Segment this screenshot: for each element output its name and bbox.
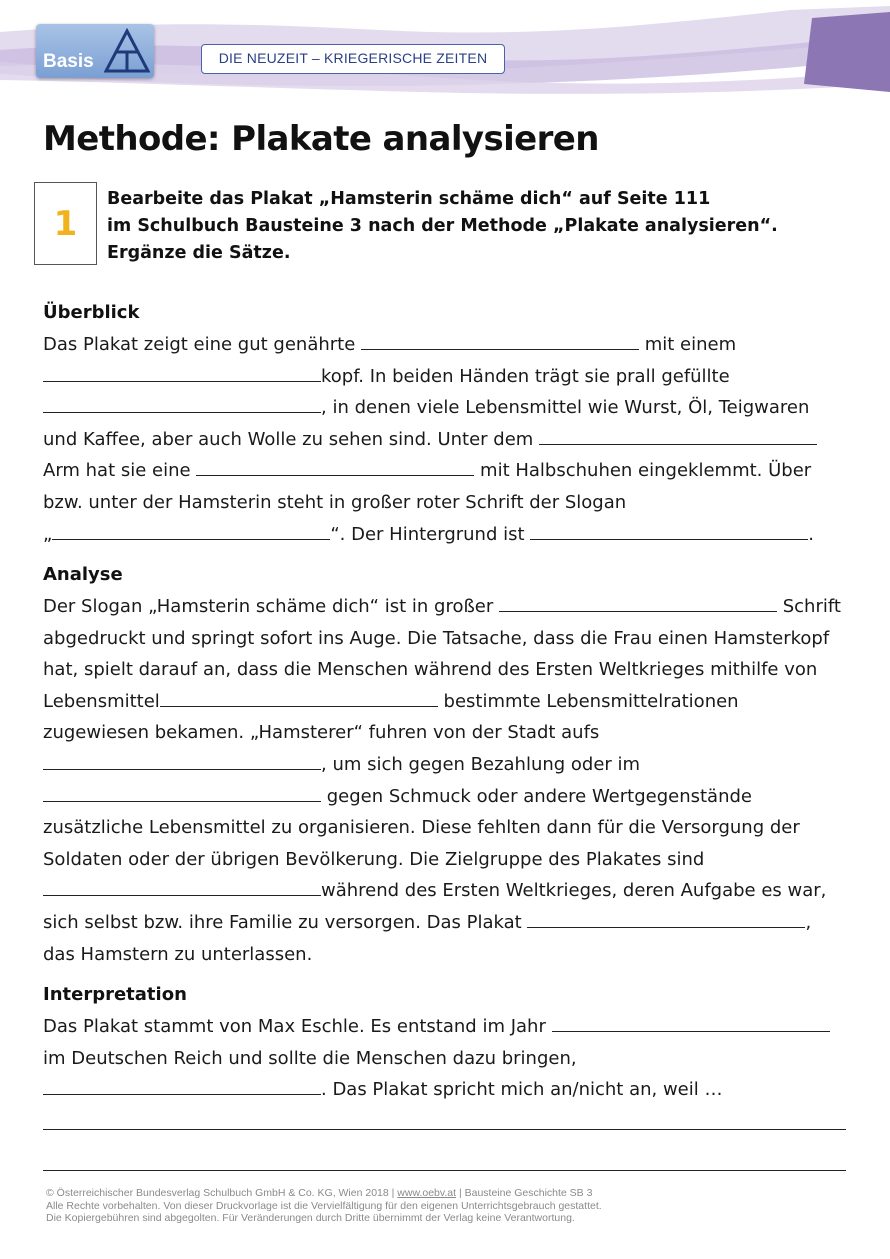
answer-line[interactable] <box>43 1170 846 1171</box>
footer-text: | Bausteine Geschichte SB 3 <box>456 1187 593 1199</box>
blank-field[interactable] <box>539 430 817 445</box>
blank-field[interactable] <box>52 525 330 540</box>
text: kopf. In beiden Händen trägt sie prall gefüllte <box>321 365 730 387</box>
text: Das Plakat zeigt eine gut genährte <box>43 334 362 355</box>
blank-field[interactable] <box>196 461 474 476</box>
section-heading: Überblick <box>43 302 140 323</box>
blank-field[interactable] <box>361 335 639 350</box>
text: , um sich gegen Bezahlung oder im <box>321 753 641 775</box>
text: mit einem <box>639 334 737 355</box>
footer-copyright <box>46 1187 602 1225</box>
text: , <box>805 911 812 933</box>
section-text <box>43 329 853 550</box>
text: bzw. unter der Hamsterin steht in großer roter Schrift der Slogan <box>43 491 627 513</box>
footer-text: © Österreichischer Bundesverlag Schulbuch GmbH & Co. KG, Wien 2018 | <box>46 1187 398 1199</box>
task-line: Ergänze die Sätze. <box>107 243 291 263</box>
text: . <box>808 523 814 545</box>
text: bestimmte Lebensmittelrationen <box>437 690 739 712</box>
blank-field[interactable] <box>43 755 321 770</box>
logo-text: Basis <box>43 51 94 72</box>
footer-text: Alle Rechte vorbehalten. Von dieser Druckvorlage ist die Vervielfältigung für den eigenen Unterrichtsgebrauch gestattet. <box>46 1199 602 1212</box>
text: mit Halbschuhen eingeklemmt. Über <box>474 460 812 482</box>
blank-field[interactable] <box>552 1017 830 1032</box>
basis-logo <box>36 24 154 78</box>
series-label: DIE NEUZEIT – KRIEGERISCHE ZEITEN <box>201 44 505 74</box>
answer-line[interactable] <box>43 1129 846 1130</box>
text: Arm hat sie eine <box>43 460 197 482</box>
section-text <box>43 1011 853 1106</box>
text: “. Der Hintergrund ist <box>330 523 531 545</box>
text: Das Plakat stammt von Max Eschle. Es entstand im Jahr <box>43 1016 552 1037</box>
section-text <box>43 591 853 970</box>
section-interpretation <box>43 978 853 1106</box>
text: zusätzliche Lebensmittel zu organisieren. Diese fehlten dann für die Versorgung der <box>43 817 800 839</box>
text: sich selbst bzw. ihre Familie zu versorgen. Das Plakat <box>43 911 528 933</box>
text: Schrift <box>777 596 841 617</box>
text: während des Ersten Weltkrieges, deren Aufgabe es war, <box>321 880 827 902</box>
blank-field[interactable] <box>499 597 777 612</box>
task-number: 1 <box>53 203 78 244</box>
text: hat, spielt darauf an, dass die Menschen während des Ersten Weltkrieges mithilfe von <box>43 659 818 681</box>
text: abgedruckt und springt sofort ins Auge. Die Tatsache, dass die Frau einen Hamsterkopf <box>43 627 830 649</box>
text: zugewiesen bekamen. „Hamsterer“ fuhren von der Stadt aufs <box>43 722 600 744</box>
blank-field[interactable] <box>530 525 808 540</box>
text: im Deutschen Reich und sollte die Menschen dazu bringen, <box>43 1047 577 1069</box>
text: und Kaffee, aber auch Wolle zu sehen sind. Unter dem <box>43 428 540 450</box>
triangle-logo-icon <box>104 28 150 74</box>
text: Soldaten oder der übrigen Bevölkerung. Die Zielgruppe des Plakates sind <box>43 848 705 870</box>
text: . Das Plakat spricht mich an/nicht an, weil … <box>321 1079 723 1101</box>
text: „ <box>43 523 53 545</box>
blank-field[interactable] <box>43 787 321 802</box>
task-number-box <box>34 182 97 265</box>
task-line: Bearbeite das Plakat „Hamsterin schäme dich“ auf Seite 111 <box>107 189 711 209</box>
task-instructions <box>107 186 778 267</box>
section-analyse <box>43 558 853 970</box>
blank-field[interactable] <box>43 1080 321 1095</box>
text: , in denen viele Lebensmittel wie Wurst, Öl, Teigwaren <box>321 397 810 419</box>
footer-text: Die Kopiergebühren sind abgegolten. Für Veränderungen durch Dritte übernimmt der Verlag keine Verantwortung. <box>46 1212 575 1224</box>
blank-field[interactable] <box>43 398 321 413</box>
blank-field[interactable] <box>527 913 805 928</box>
text: das Hamstern zu unterlassen. <box>43 943 313 965</box>
publisher-link[interactable]: www.oebv.at <box>397 1187 457 1199</box>
blank-field[interactable] <box>160 692 438 707</box>
blank-field[interactable] <box>43 881 321 896</box>
text: Der Slogan „Hamsterin schäme dich“ ist in großer <box>43 596 499 617</box>
section-heading: Interpretation <box>43 984 187 1005</box>
section-ueberblick <box>43 296 853 550</box>
task-line: im Schulbuch Bausteine 3 nach der Methode „Plakate analysieren“. <box>107 216 778 236</box>
blank-field[interactable] <box>43 367 321 382</box>
text: Lebensmittel <box>43 690 160 712</box>
text: gegen Schmuck oder andere Wertgegenstände <box>321 785 752 807</box>
section-heading: Analyse <box>43 564 123 585</box>
page-title: Methode: Plakate analysieren <box>43 119 599 159</box>
